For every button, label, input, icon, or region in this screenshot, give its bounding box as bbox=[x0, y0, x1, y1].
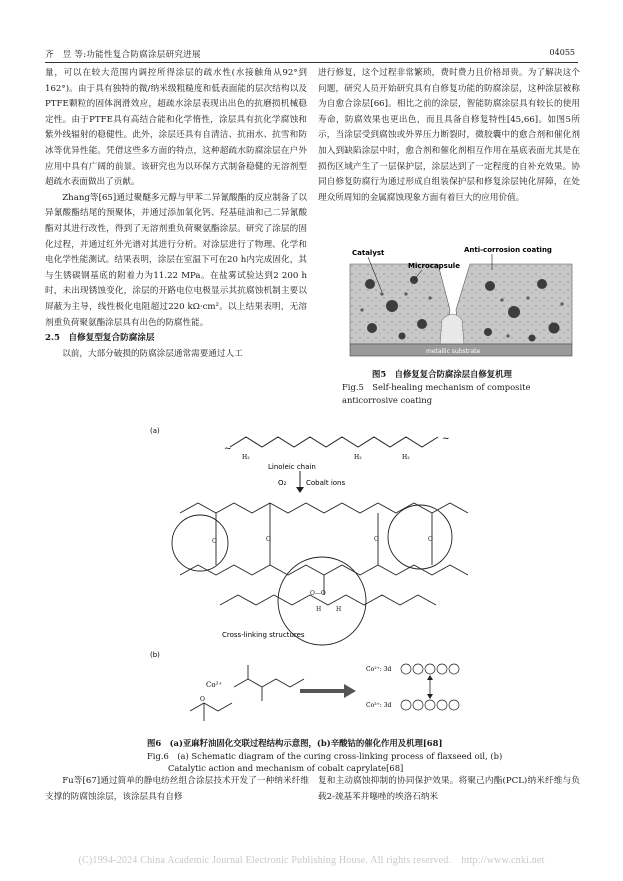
paragraph: 量，可以在较大范围内调控所得涂层的疏水性(水接触角从92°到162°)。由于具有独特的微/纳米级粗糙度和低表面能的层次结构以及PTFE颗粒的固体润滑效应，超疏水涂层表现出出色的抗磨损机械稳定性。由于PTFE具有高结合能和化学惰性，涂层具有抗化学腐蚀和紫外线辐射的稳健性。此外，涂层还具有自清洁、抗雨水、抗雪和防冰等优异性能。凭借这些多方面的特点，这种超疏水防腐涂层在户外应用中具有广阔的前景。该研究也为以环保方式制备稳健的无溶剂型超疏水表面做出了贡献。 bbox=[45, 68, 307, 188]
o2-label: O₂ bbox=[278, 479, 287, 487]
svg-text:~: ~ bbox=[224, 444, 232, 454]
figure-5-self-healing bbox=[342, 240, 578, 364]
svg-text:H: H bbox=[336, 606, 342, 613]
section-heading: 2.5 自修复型复合防腐涂层 bbox=[45, 333, 155, 344]
svg-text:O: O bbox=[374, 536, 379, 543]
h2-label: H₂ bbox=[402, 454, 410, 461]
svg-text:H: H bbox=[316, 606, 322, 613]
figure-5-caption-cn: 图5 自修复复合防腐涂层自修复机理 bbox=[372, 369, 512, 379]
svg-text:O: O bbox=[428, 536, 433, 543]
svg-text:O: O bbox=[266, 536, 271, 543]
svg-text:~: ~ bbox=[442, 434, 450, 444]
linoleic-label: Linoleic chain bbox=[268, 463, 316, 471]
figure-6-caption-en-line2: Catalytic action and mechanism of cobalt caprylate[68] bbox=[168, 763, 404, 773]
paragraph: Fu等[67]通过简单的静电纺丝组合涂层技术开发了一种纳米纤维支撑的防腐蚀涂层，该涂层具有自修 bbox=[45, 776, 309, 802]
header-rule bbox=[45, 62, 578, 63]
co3-3d-label: Co³⁺: 3d bbox=[366, 702, 392, 709]
page-number: 04055 bbox=[549, 48, 575, 57]
copyright-watermark: (C)1994-2024 China Academic Journal Electronic Publishing House. All rights reserved. http://www.cnki.net bbox=[78, 855, 545, 866]
figure-6-crosslinking bbox=[150, 425, 560, 737]
paragraph: 复和主动腐蚀抑制的协同保护效果。将聚己内酯(PCL)纳米纤维与负载2-巯基苯并噻唑的埃洛石纳米 bbox=[318, 776, 580, 802]
panel-a-label: (a) bbox=[150, 427, 160, 435]
svg-text:O: O bbox=[212, 538, 217, 545]
cobalt-label: Cobalt ions bbox=[306, 479, 346, 487]
panel-b-label: (b) bbox=[150, 651, 160, 659]
label-substrate: metallic substrate bbox=[426, 348, 481, 355]
svg-text:O—O: O—O bbox=[310, 590, 326, 597]
paragraph: Zhang等[65]通过聚醚多元醇与甲苯二异氰酸酯的反应制备了以异氰酸酯结尾的预聚体，并通过添加氧化钙、羟基硅油和己二异氰酸酯对其进行改性，得到了无溶剂重负荷聚氨酯涂层。研究了涂层的固化过程，并通过红外光谱对其进行分析。对涂层进行了物理、化学和电化学性能测试。结果表明，涂层在室温下可在20 h内完成固化，其与生锈碳钢基底的附着力为11.22 MPa。在盐雾试验达到2 200 h时，未出现锈蚀变化，涂层的开路电位电极显示其抗腐蚀机制主要以屏蔽为主导，线性极化电阻超过220 kΩ·cm²。以上结果表明，无溶剂重负荷聚氨酯涂层具有出色的防腐性能。 bbox=[45, 192, 307, 328]
figure-6-caption-cn: 图6 (a)亚麻籽油固化交联过程结构示意图，(b)辛酸钴的催化作用及机理[68] bbox=[147, 738, 443, 748]
co2-3d-label: Co²⁺: 3d bbox=[366, 666, 392, 673]
h2-label: H₂ bbox=[242, 454, 250, 461]
figure-5-caption-en: Fig.5 Self-healing mechanism of composite anticorrosive coating bbox=[342, 382, 531, 405]
label-microcapsule: Microcapsule bbox=[408, 262, 460, 270]
left-column bbox=[45, 66, 307, 362]
label-coating: Anti-corrosion coating bbox=[464, 246, 552, 254]
paragraph: 以前，大部分破损的防腐涂层通常需要通过人工 bbox=[62, 348, 243, 359]
right-column bbox=[318, 66, 580, 206]
running-header: 齐 昱 等:功能性复合防腐涂层研究进展 bbox=[45, 50, 201, 60]
figure-6-caption-en-line1: Fig.6 (a) Schematic diagram of the curing cross-linking process of flaxseed oil, (b) bbox=[147, 751, 503, 761]
co2-ion-label: Co²⁺ bbox=[206, 681, 223, 689]
label-catalyst: Catalyst bbox=[352, 249, 385, 257]
svg-text:O: O bbox=[200, 696, 205, 703]
h2-label: H₂ bbox=[354, 454, 362, 461]
paragraph: 进行修复，这个过程非常繁琐，费时费力且价格昂贵。为了解决这个问题，研究人员开始研究具有自修复功能的防腐涂层，这种涂层被称为自愈合涂层[66]。相比之前的涂层，智能防腐涂层具有较长的使用寿命，防腐效果也更出色，而且具备自修复特性[45,66]。如图5所示，当涂层受到腐蚀或外界压力断裂时，微胶囊中的愈合剂和催化剂加入到缺陷涂层中时，愈合剂和催化剂相互作用在基底表面尤其是在损伤区域产生了一层保护层，涂层达到了一定程度的自补充效果。协同自修复防腐行为通过形成自组装保护层和修复涂层钝化屏障，在处理众所周知的金属腐蚀现象方面有着巨大的应用价值。 bbox=[318, 68, 580, 203]
crosslink-label: Cross-linking structures bbox=[222, 631, 305, 639]
